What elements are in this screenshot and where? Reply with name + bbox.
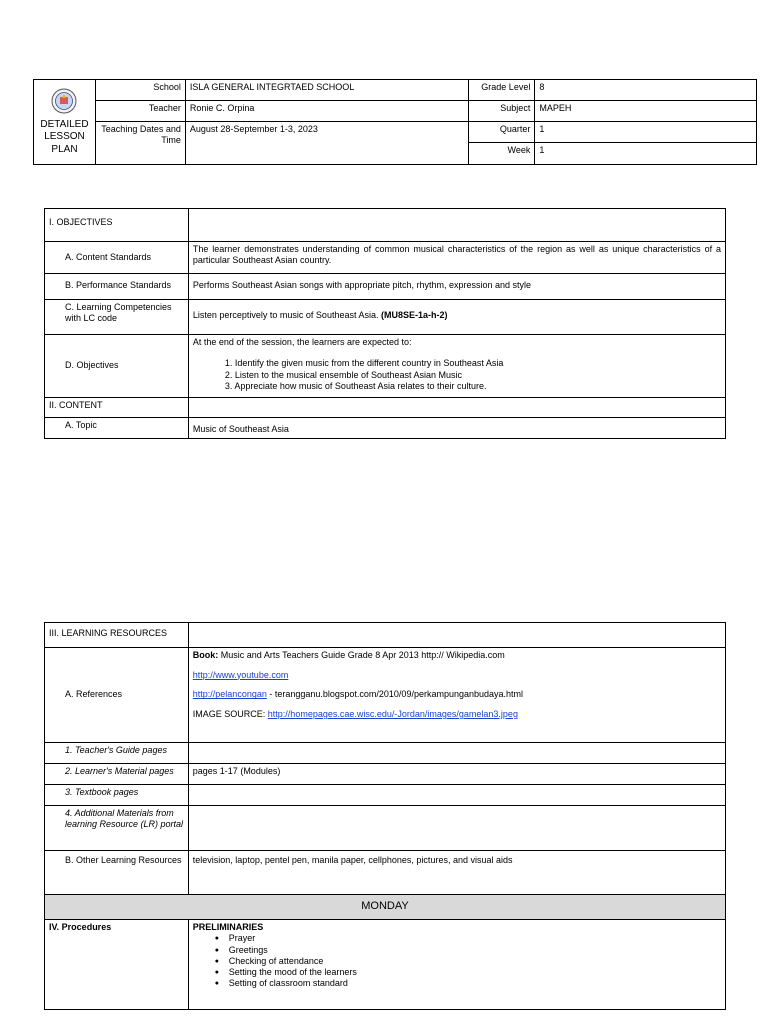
competency-text: Listen perceptively to music of Southeast Asia. [192, 310, 379, 320]
objectives-list [193, 358, 721, 392]
content-standards-label [45, 242, 189, 274]
ref-link2-rest: - terangganu.blogspot.com/2010/09/perkampunganbudaya.html [266, 689, 524, 700]
teacher-label: Teacher [95, 101, 185, 122]
list-item: ● Checking of attendance [229, 956, 721, 967]
competencies-value [188, 300, 725, 335]
references-label-text: A. References [65, 689, 123, 700]
content-standards-label-text: A. Content Standards [65, 252, 152, 262]
procedures-label: IV. Procedures [45, 920, 189, 1010]
list-item: ● Greetings [229, 945, 721, 956]
objectives-heading: I. OBJECTIVES [45, 209, 189, 242]
procedures-value [188, 920, 725, 1010]
ref-book-text: Music and Arts Teachers Guide Grade 8 Apr 2013 http:// Wikipedia.com [220, 650, 505, 660]
teachers-guide-label [45, 743, 189, 764]
day-header: MONDAY [45, 895, 726, 920]
teachers-guide-label-text: 1. Teacher's Guide pages [65, 745, 167, 755]
objectives-table [44, 208, 726, 439]
deped-seal-icon [51, 88, 77, 114]
textbook-value [188, 785, 725, 806]
list-item: ● Prayer [229, 933, 721, 944]
preliminaries-heading: PRELIMINARIES [192, 922, 264, 932]
ref-image-link[interactable]: http://homepages.cae.wisc.edu/-Jordan/images/gamelan3.jpeg [267, 709, 518, 720]
ref-image-label: IMAGE SOURCE: [192, 709, 268, 720]
additional-materials-value [188, 806, 725, 851]
resources-blank [188, 623, 725, 648]
header-table [33, 79, 757, 165]
ref-link-pelancongan[interactable]: http://pelancongan [192, 689, 267, 700]
objectives-blank [188, 209, 725, 242]
textbook-label-text: 3. Textbook pages [65, 787, 139, 797]
performance-standards-label-text: B. Performance Standards [65, 280, 172, 290]
references-label [45, 648, 189, 743]
textbook-label [45, 785, 189, 806]
competencies-label-text: C. Learning Competencies with LC code [65, 302, 172, 324]
objectives-d-label-text: D. Objectives [65, 360, 119, 371]
other-resources-value: television, laptop, pentel pen, manila paper, cellphones, pictures, and visual aids [188, 851, 725, 895]
resources-table [44, 622, 726, 1010]
additional-materials-label [45, 806, 189, 851]
school-label: School [95, 80, 185, 101]
topic-value: Music of Southeast Asia [188, 418, 725, 439]
list-item: ● Setting the mood of the learners [229, 967, 721, 978]
learners-material-label-text: 2. Learner's Material pages [65, 766, 174, 776]
teachers-guide-value [188, 743, 725, 764]
quarter-value: 1 [535, 122, 757, 143]
objective-item: 1. Identify the given music from the different country in Southeast Asia [224, 358, 504, 369]
teaching-dates-label: Teaching Dates and Time [95, 122, 185, 165]
preliminaries-list [193, 933, 721, 989]
topic-label [45, 418, 189, 439]
quarter-label: Quarter [469, 122, 535, 143]
objectives-d-label [45, 335, 189, 398]
ref-image-row [193, 709, 721, 721]
resources-heading: III. LEARNING RESOURCES [45, 623, 189, 648]
learners-material-label [45, 764, 189, 785]
content-heading: II. CONTENT [45, 398, 189, 418]
subject-label: Subject [469, 101, 535, 122]
ref-book-label: Book: [192, 650, 219, 660]
competencies-label [45, 300, 189, 335]
logo-label: DETAILED LESSON PLAN [40, 118, 89, 155]
grade-level-label: Grade Level [469, 80, 535, 101]
subject-value: MAPEH [535, 101, 757, 122]
objective-item: 2. Listen to the musical ensemble of Southeast Asian Music [224, 369, 463, 380]
ref-link1-row [193, 670, 721, 682]
week-value: 1 [535, 143, 757, 165]
performance-standards-value: Performs Southeast Asian songs with appropriate pitch, rhythm, expression and style [188, 274, 725, 300]
performance-standards-label [45, 274, 189, 300]
teacher-value: Ronie C. Orpina [185, 101, 469, 122]
topic-label-text: A. Topic [65, 420, 97, 430]
additional-materials-label-text: 4. Additional Materials from learning Resource (LR) portal [65, 808, 184, 830]
grade-level-value: 8 [535, 80, 757, 101]
logo-cell [34, 80, 96, 165]
ref-link2-row [193, 689, 721, 701]
other-resources-label-text: B. Other Learning Resources [65, 855, 182, 865]
list-item: ● Setting of classroom standard [229, 978, 721, 989]
week-label: Week [469, 143, 535, 165]
school-value: ISLA GENERAL INTEGRTAED SCHOOL [185, 80, 469, 101]
ref-book [193, 650, 721, 662]
objective-item: 3. Appreciate how music of Southeast Asia relates to their culture. [224, 380, 487, 391]
references-value [188, 648, 725, 743]
content-blank [188, 398, 725, 418]
learners-material-value: pages 1-17 (Modules) [188, 764, 725, 785]
teaching-dates-value: August 28-September 1-3, 2023 [185, 122, 469, 165]
ref-link-youtube[interactable]: http://www.youtube.com [192, 669, 289, 680]
objectives-d-value [188, 335, 725, 398]
content-standards-value: The learner demonstrates understanding of common musical characteristics of the region as well as unique characteristics of a particular Southeast Asian country. [188, 242, 725, 274]
other-resources-label [45, 851, 189, 895]
objectives-intro: At the end of the session, the learners are expected to: [192, 337, 412, 347]
competency-code: (MU8SE-1a-h-2) [381, 310, 448, 320]
